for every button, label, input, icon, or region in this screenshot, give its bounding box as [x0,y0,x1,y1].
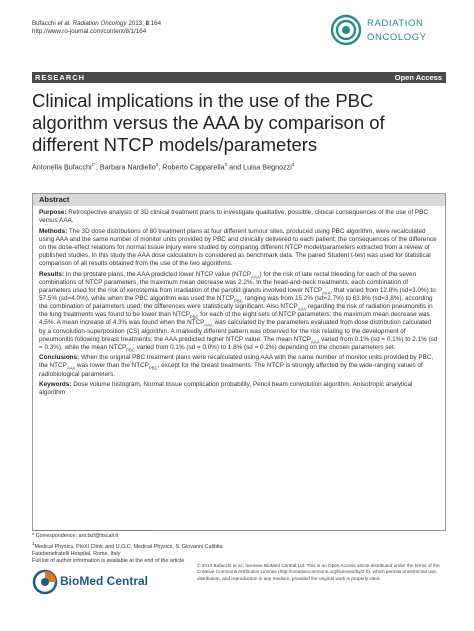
author-list: Antonella Bufacchi$^{1*}$, Barbara Nardiello$^2$, Roberto Capparella$^3$ and Luisa Begnozzi$^3$ [32,162,295,172]
citation-header: Bufacchi et al. Radiation Oncology 2013, 8:164 http://www.ro-journal.com/content/8/1/164 [32,20,162,35]
article-title: Clinical implications in the use of the PBC algorithm versus the AAA by comparison of different NTCP models/parameters [32,90,385,155]
section-label: RESEARCH [35,73,86,82]
abstract-heading: Abstract [33,194,445,206]
author-name[interactable]: Antonella Bufacchi [32,162,92,172]
abstract-conclusions: Conclusions: When the original PBC treatment plans were recalculated using AAA with the same number of monitor units provided by PBC, the $NTCP_{AAA}$ was lower than the $NTCP_{PBC}$, except for the breast treatments. The NTCP is strongly affected by the wide-ranging values of radiobiological parameters. [39,354,434,378]
abstract-methods: Methods: The 3D dose distributions of 80 treatment plans at four different tumour sites, produced using PBC algorithm, were recalculated using AAA and the same number of monitor units provided by PBC and clinically delivered to each patient; the consequences of the difference on the dose-effect relations for normal tissue injury were studied by comparing different NTCP model/parameters extracted from a review of published studies. In this study the AAA dose calculation is considered as benchmark data. The paired Student t-test was used for statistical comparison of all results obtained from the use of the two algorithms. [39,227,437,268]
correspondence-email[interactable]: * Correspondence: ant.buf@tiscali.it [32,533,119,539]
abstract-results: Results: In the prostate plans, the AAA predicted lower NTCP value $(NTCP_{AAA})$ for the risk of late rectal bleeding for each of the seven combinations of NTCP parameters, the maximum mean decrease was 2.2%. In the head-and-neck treatments, each combination of parameters used for the risk of xerostemia from irradiation of the parotid glands involved lower $NTCP_{AAA}$, that varied from 12.8% (sd=3.0%) to 57.5% (sd=4.0%), while when the PBC algorithm was used the $NTCP_{PBC}$ ranging was from 15.2% (sd=2.7%) to 63.8% (sd=3.8%), according the combination of parameters used; the differences were statistically significant. Also $NTCP_{AAA}$ regarding the risk of radiation pneumonitis in the lung treatments was found to be lower than $NTCP_{PBC}$ for each of the eight sets of NTCP parameters; the maximum mean decrease was 4.5%. A mean increase of 4.3% was found when the $NTCP_{AAA}$ was calculated by the parameters evaluated from dose distribution calculated by a convolution-superposition (CS) algorithm. A markedly different pattern was observed for the risk relating to the development of pneumonitis following breast treatments: the AAA predicted higher NTCP value. The mean $NTCP_{AAA}$ varied from 0.1% (sd = 0.1%) to 2.1% (sd = 0.3%), while the mean $NTCP_{PBC}$ varied from 0.1% (sd = 0.0%) to 1.8% (sd = 0.2%) depending on the chosen parameters set. [39,270,438,352]
abstract-purpose: Purpose: Retrospective analysis of 3D clinical treatment plans to investigate qualitative, possible, clinical consequences of the use of PBC versus AAA. [39,209,428,225]
author-name[interactable]: Roberto Capparella [162,162,225,172]
journal-logo [330,12,440,52]
abstract-body [33,206,445,397]
publisher-logo [32,567,152,597]
author-name[interactable]: Luisa Begnozzi [243,162,292,172]
author-info-note: Full list of author information is available at the end of the article [32,557,185,564]
radiation-oncology-logo-icon [330,14,362,46]
license-text: © 2013 Bufacchi et al.; licensee BioMed Central Ltd. This is an Open Access article distributed under the terms of the Creative Commons Attribution License (http://creativecommons.org/licenses/by/2.0), which permits unrestricted use, distribution, and reproduction in any medium, provided the original work is properly cited. [197,563,440,581]
journal-logo-line1: RADIATION [367,18,424,29]
abstract-box [32,193,446,531]
journal-logo-line2: ONCOLOGY [367,32,427,43]
publisher-name: BioMed Central [60,574,149,588]
footnotes [32,530,232,565]
footnote-rule [32,530,152,531]
article-url[interactable]: http://www.ro-journal.com/content/8/1/164 [32,28,147,35]
abstract-keywords: Keywords: Dose volume histogram, Normal tissue complication probability, Pencil beam convolution algorithm, Anisotropic analytical algorithm [39,381,413,397]
biomed-central-logo-icon [32,569,58,595]
open-access-label: Open Access [394,73,442,82]
affiliation: $^1$Medical Physics, PioXI Clinic and U.O.C. Medical Physics, S. Giovanni Calibita Fatebenefratelli Hospital, Rome, Italy [32,541,223,557]
section-bar [32,72,446,83]
author-name[interactable]: Barbara Nardiello [99,162,156,172]
